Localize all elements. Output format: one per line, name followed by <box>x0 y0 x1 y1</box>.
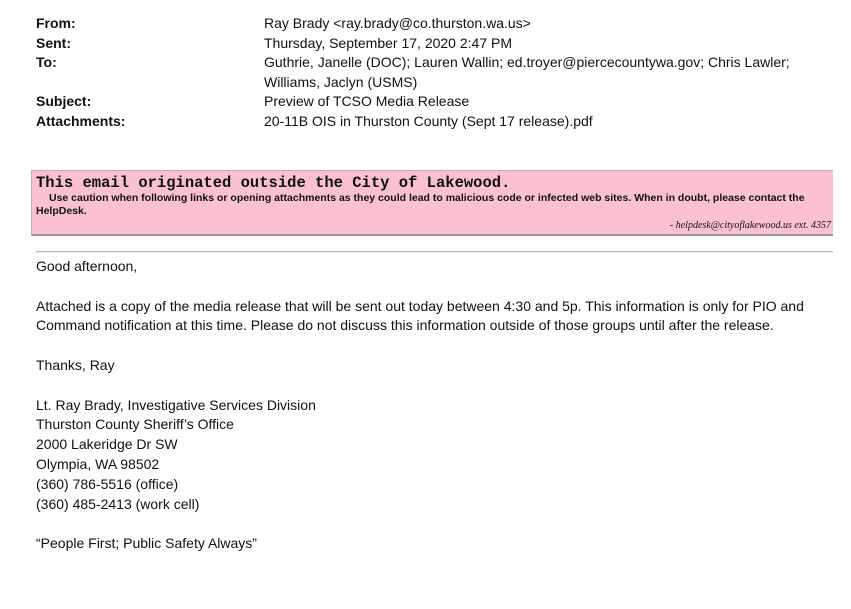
subject-value: Preview of TCSO Media Release <box>264 93 470 109</box>
warning-title: This email originated outside the City of Lakewood. <box>36 174 511 192</box>
external-email-warning-banner <box>31 170 833 236</box>
divider <box>36 251 833 253</box>
sent-label: Sent: <box>36 34 71 51</box>
helpdesk-signature: - helpdesk@cityoflakewood.us ext. 4357 <box>669 220 831 231</box>
body-paragraph: Attached is a copy of the media release that will be sent out today between 4:30 and 5p. This information is only for PIO and Command notification at this time. Please do not discuss this information outside of those groups until after the release. <box>36 297 804 334</box>
subject-row <box>36 92 836 112</box>
from-value: Ray Brady <ray.brady@co.thurston.wa.us> <box>264 15 531 31</box>
email-body <box>36 257 836 554</box>
to-label: To: <box>36 54 57 70</box>
warning-text: Use caution when following links or opening attachments as they could lead to malicious code or infected web sites. When in doubt, please contact the HelpDesk. <box>36 192 805 217</box>
signature-line: Olympia, WA 98502 <box>36 455 160 472</box>
email-header <box>36 14 836 131</box>
signature-line: (360) 485-2413 (work cell) <box>36 495 200 512</box>
attachments-row <box>36 112 836 132</box>
to-row <box>36 53 836 92</box>
from-row <box>36 14 836 34</box>
sent-row <box>36 34 836 54</box>
from-label: From: <box>36 15 76 31</box>
signature-line: Thurston County Sheriff’s Office <box>36 416 234 433</box>
sent-value: Thursday, September 17, 2020 2:47 PM <box>264 34 512 51</box>
motto: “People First; Public Safety Always” <box>36 535 257 552</box>
greeting: Good afternoon, <box>36 258 138 274</box>
signature-line: (360) 786-5516 (office) <box>36 475 179 492</box>
signature-line: Lt. Ray Brady, Investigative Services Division <box>36 396 316 413</box>
signature-line: 2000 Lakeridge Dr SW <box>36 436 178 453</box>
attachments-label: Attachments: <box>36 112 126 129</box>
attachment-link[interactable]: 20-11B OIS in Thurston County (Sept 17 release).pdf <box>264 112 593 129</box>
subject-label: Subject: <box>36 93 92 109</box>
closing: Thanks, Ray <box>36 356 115 373</box>
to-value: Guthrie, Janelle (DOC); Lauren Wallin; ed.troyer@piercecountywa.gov; Chris Lawler; Williams, Jaclyn (USMS) <box>264 54 790 90</box>
